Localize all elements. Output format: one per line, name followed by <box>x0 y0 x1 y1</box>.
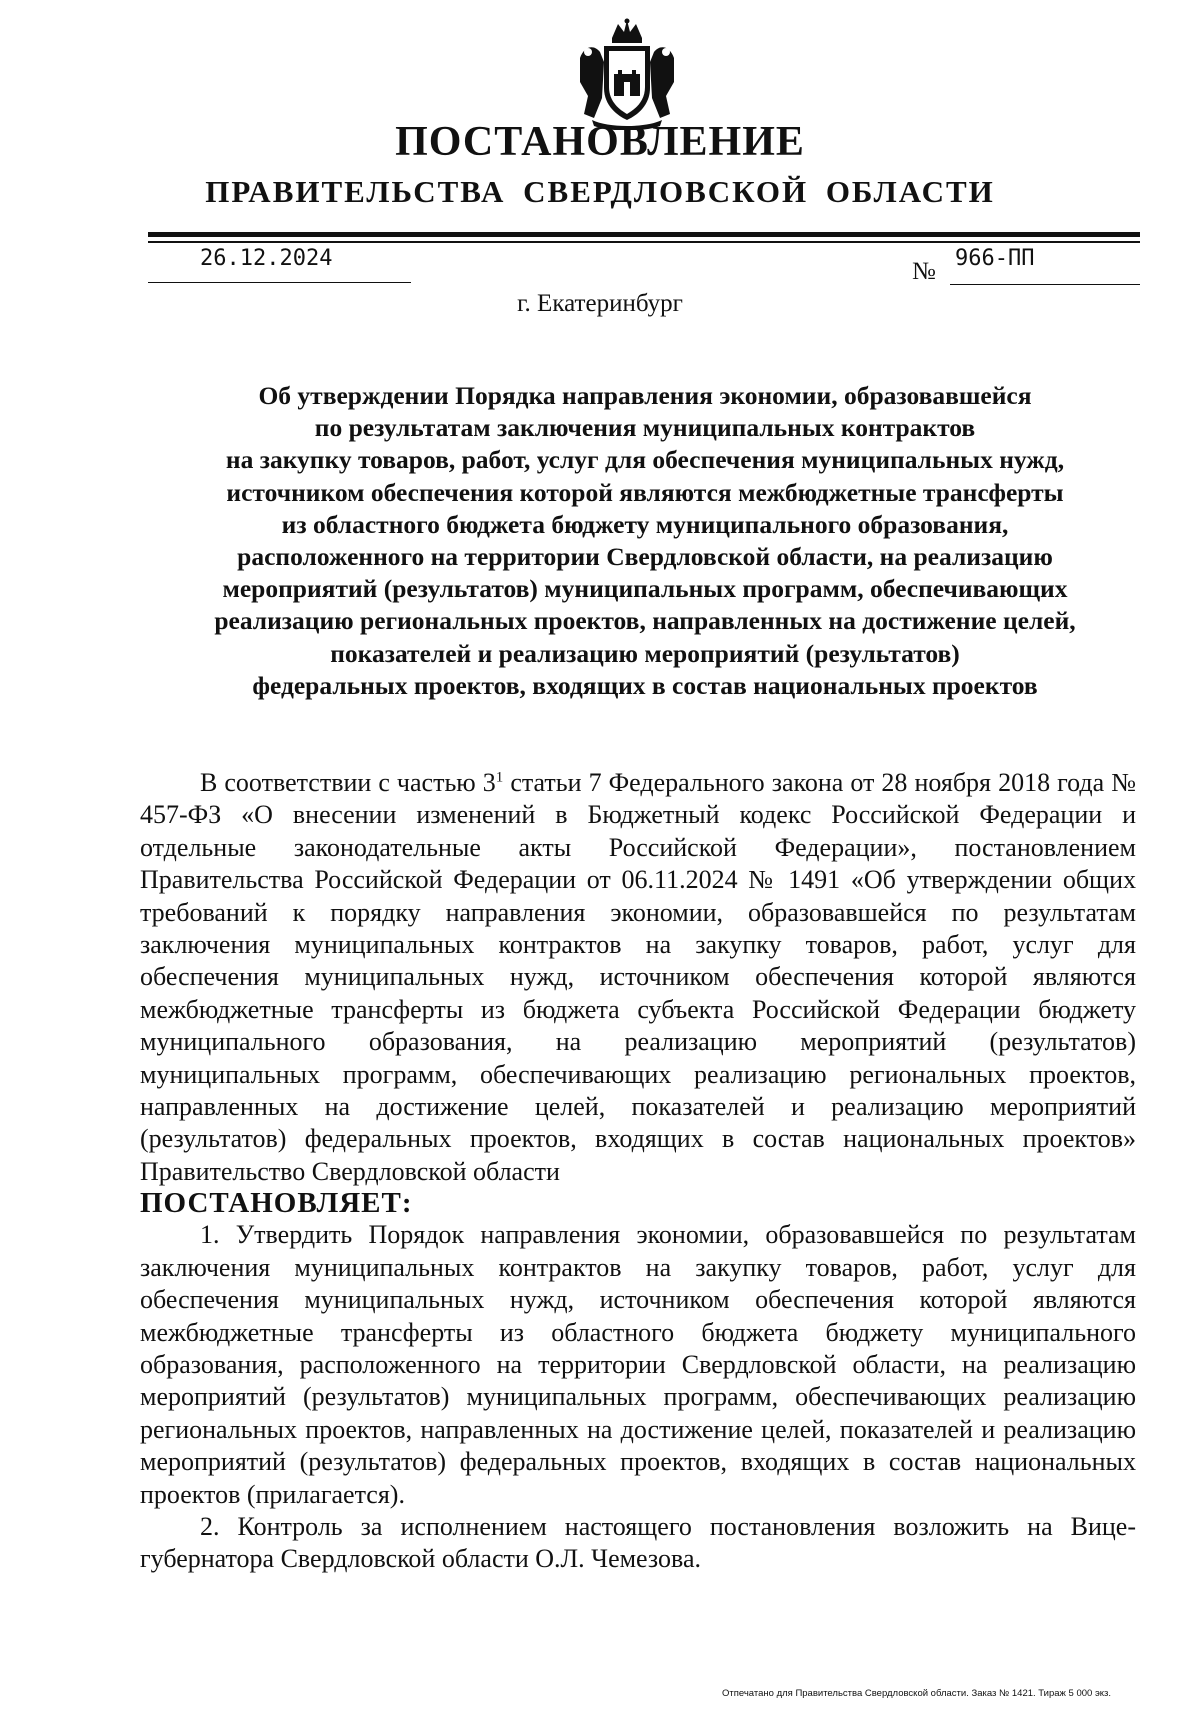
preamble-superscript: 1 <box>495 769 504 786</box>
heading-line: источником обеспечения которой являются межбюджетные трансферты <box>226 477 1064 507</box>
decree-word: ПОСТАНОВЛЯЕТ: <box>140 1187 413 1220</box>
item-text-2: 2. Контроль за исполнением настоящего постановления возложить на Вице-губернатора Свердловской области О.Л. Чемезова. <box>140 1511 1136 1574</box>
heading-line: по результатам заключения муниципальных контрактов <box>314 413 976 443</box>
document-date: 26.12.2024 <box>200 246 333 271</box>
date-underline <box>148 282 411 283</box>
header-rule-thick <box>148 232 1140 237</box>
heading-line: реализацию региональных проектов, направленных на достижение целей, <box>214 606 1076 636</box>
document-title: ПОСТАНОВЛЕНИЕ <box>395 119 805 165</box>
heading-line: на закупку товаров, работ, услуг для обеспечения муниципальных нужд, <box>225 445 1065 475</box>
item-text-1: 1. Утвердить Порядок направления экономии, образовавшейся по результатам заключения муниципальных контрактов на закупку товаров, работ, услуг для обеспечения муниципальных нужд, источником обеспечения которой являются межбюджетные трансферты из областного бюджета бюджету муниципального образования, расположенного на территории Свердловской области, на реализацию мероприятий (результатов) муниципальных программ, обеспечивающих реализацию региональных проектов, направленных на достижение целей, показателей и реализацию мероприятий (результатов) федеральных проектов, входящих в состав национальных проектов (прилагается). <box>140 1220 1136 1509</box>
item-paragraph-2 <box>140 1511 1136 1576</box>
preamble-paragraph <box>140 767 1136 1188</box>
document-subtitle: ПРАВИТЕЛЬСТВА СВЕРДЛОВСКОЙ ОБЛАСТИ <box>205 174 995 209</box>
heading-line: расположенного на территории Свердловской области, на реализацию <box>237 542 1053 572</box>
heading-line: Об утверждении Порядка направления экономии, образовавшейся <box>258 381 1032 410</box>
item-paragraph-1 <box>140 1219 1136 1511</box>
heading-line: показателей и реализацию мероприятий (результатов) <box>330 638 960 668</box>
coat-of-arms-emblem <box>574 18 680 130</box>
heading-line: мероприятий (результатов) муниципальных программ, обеспечивающих <box>222 574 1068 604</box>
document-body <box>140 767 1136 1576</box>
preamble-text-rest: статьи 7 Федерального закона от 28 ноября 2018 года № 457-ФЗ «О внесении изменений в Бюджетный кодекс Российской Федерации и отдельные законодательные акты Российской Федерации», постановлением Правительства Российской Федерации от 06.11.2024 № 1491 «Об утверждении общих требований к порядку направления экономии, образовавшейся по результатам заключения муниципальных контрактов на закупку товаров, работ, услуг для обеспечения муниципальных нужд, источником обеспечения которой являются межбюджетные трансферты из бюджета субъекта Российской Федерации бюджету муниципального образования, на реализацию мероприятий (результатов) муниципальных программ, обеспечивающих реализацию региональных проектов, направленных на достижение целей, показателей и реализацию мероприятий (результатов) федеральных проектов, входящих в состав национальных проектов» Правительство Свердловской области <box>140 768 1137 1186</box>
header-rule-thin <box>148 241 1140 243</box>
number-sign: № <box>912 258 936 285</box>
document-heading <box>150 380 1140 702</box>
heading-line: федеральных проектов, входящих в состав национальных проектов <box>252 670 1038 700</box>
number-underline <box>950 284 1140 285</box>
print-imprint: Отпечатано для Правительства Свердловской области. Заказ № 1421. Тираж 5 000 экз. <box>722 1688 1112 1699</box>
heading-line: из областного бюджета бюджету муниципального образования, <box>281 509 1009 539</box>
document-city: г. Екатеринбург <box>517 290 683 317</box>
preamble-text-start: В соответствии с частью 3 <box>200 768 496 797</box>
document-number: 966-ПП <box>955 246 1035 271</box>
